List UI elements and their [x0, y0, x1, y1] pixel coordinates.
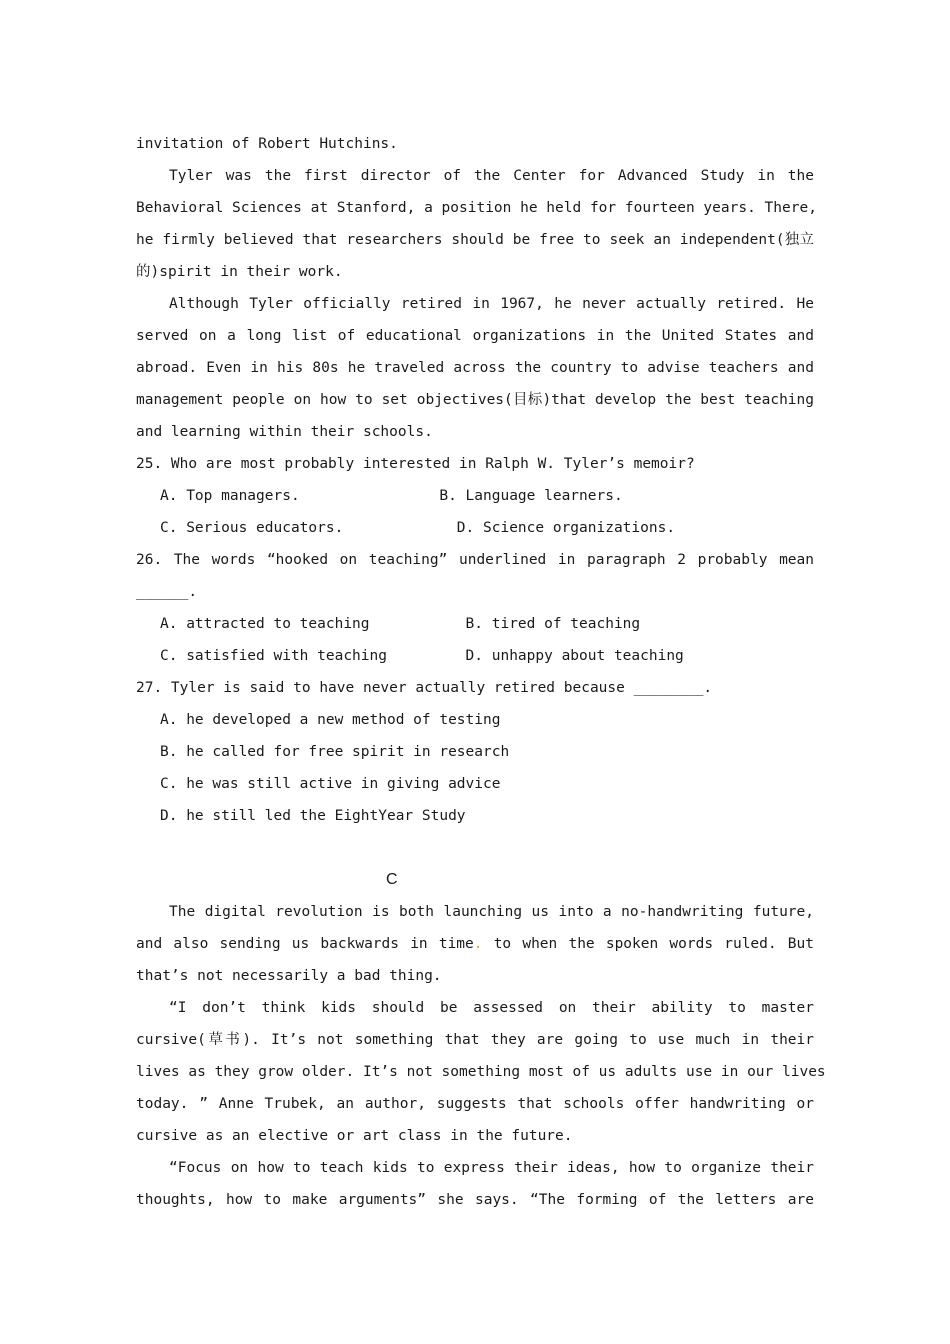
question-27-option-b: B. he called for free spirit in research — [160, 744, 510, 760]
question-26-options-row-1: A. attracted to teaching B. tired of teaching — [160, 616, 641, 632]
question-27-stem: 27. Tyler is said to have never actually retired because ________. — [136, 680, 713, 696]
question-26-options-row-2: C. satisfied with teaching D. unhappy about teaching — [160, 648, 684, 664]
paragraph-line-part: to when the spoken words ruled. But — [493, 936, 814, 952]
paragraph-line: cursive as an elective or art class in the future. — [136, 1128, 573, 1144]
paragraph-line: invitation of Robert Hutchins. — [136, 136, 398, 152]
highlight-mark: . — [473, 936, 483, 952]
question-26-stem: 26. The words “hooked on teaching” underlined in paragraph 2 probably mean — [136, 552, 814, 568]
paragraph-line: he firmly believed that researchers should be free to seek an independent(独立 — [136, 232, 814, 248]
paragraph-line: 的)spirit in their work. — [136, 264, 343, 280]
paragraph-line: today. ” Anne Trubek, an author, suggests that schools offer handwriting or — [136, 1096, 814, 1112]
paragraph-line: that’s not necessarily a bad thing. — [136, 968, 442, 984]
document-page — [136, 128, 826, 1216]
question-25-stem: 25. Who are most probably interested in Ralph W. Tyler’s memoir? — [136, 456, 695, 472]
paragraph-line: served on a long list of educational organizations in the United States and — [136, 328, 814, 344]
paragraph-line: “Focus on how to teach kids to express their ideas, how to organize their — [169, 1160, 814, 1176]
paragraph-line: Tyler was the first director of the Center for Advanced Study in the — [169, 168, 814, 184]
question-27-option-c: C. he was still active in giving advice — [160, 776, 501, 792]
paragraph-line: management people on how to set objectives(目标)that develop the best teaching — [136, 392, 814, 408]
question-25-options-row-2: C. Serious educators. D. Science organizations. — [160, 520, 676, 536]
question-26-blank: ______. — [136, 584, 198, 600]
paragraph-line: The digital revolution is both launching us into a no-handwriting future, — [169, 904, 814, 920]
paragraph-line: Although Tyler officially retired in 1967, he never actually retired. He — [169, 296, 814, 312]
paragraph-line: Behavioral Sciences at Stanford, a position he held for fourteen years. There, — [136, 200, 817, 216]
paragraph-line — [136, 928, 814, 960]
paragraph-line: lives as they grow older. It’s not something most of us adults use in our lives — [136, 1064, 826, 1080]
question-27-option-a: A. he developed a new method of testing — [160, 712, 501, 728]
section-heading: C — [386, 871, 398, 888]
paragraph-line: and learning within their schools. — [136, 424, 433, 440]
paragraph-line: thoughts, how to make arguments” she says. “The forming of the letters are — [136, 1192, 814, 1208]
paragraph-line: cursive(草书). It’s not something that they are going to use much in their — [136, 1032, 814, 1048]
question-27-option-d: D. he still led the EightYear Study — [160, 808, 466, 824]
paragraph-line: abroad. Even in his 80s he traveled across the country to advise teachers and — [136, 360, 814, 376]
paragraph-line-part: and also sending us backwards in time — [136, 936, 474, 952]
paragraph-line: “I don’t think kids should be assessed on their ability to master — [169, 1000, 814, 1016]
question-25-options-row-1: A. Top managers. B. Language learners. — [160, 488, 623, 504]
